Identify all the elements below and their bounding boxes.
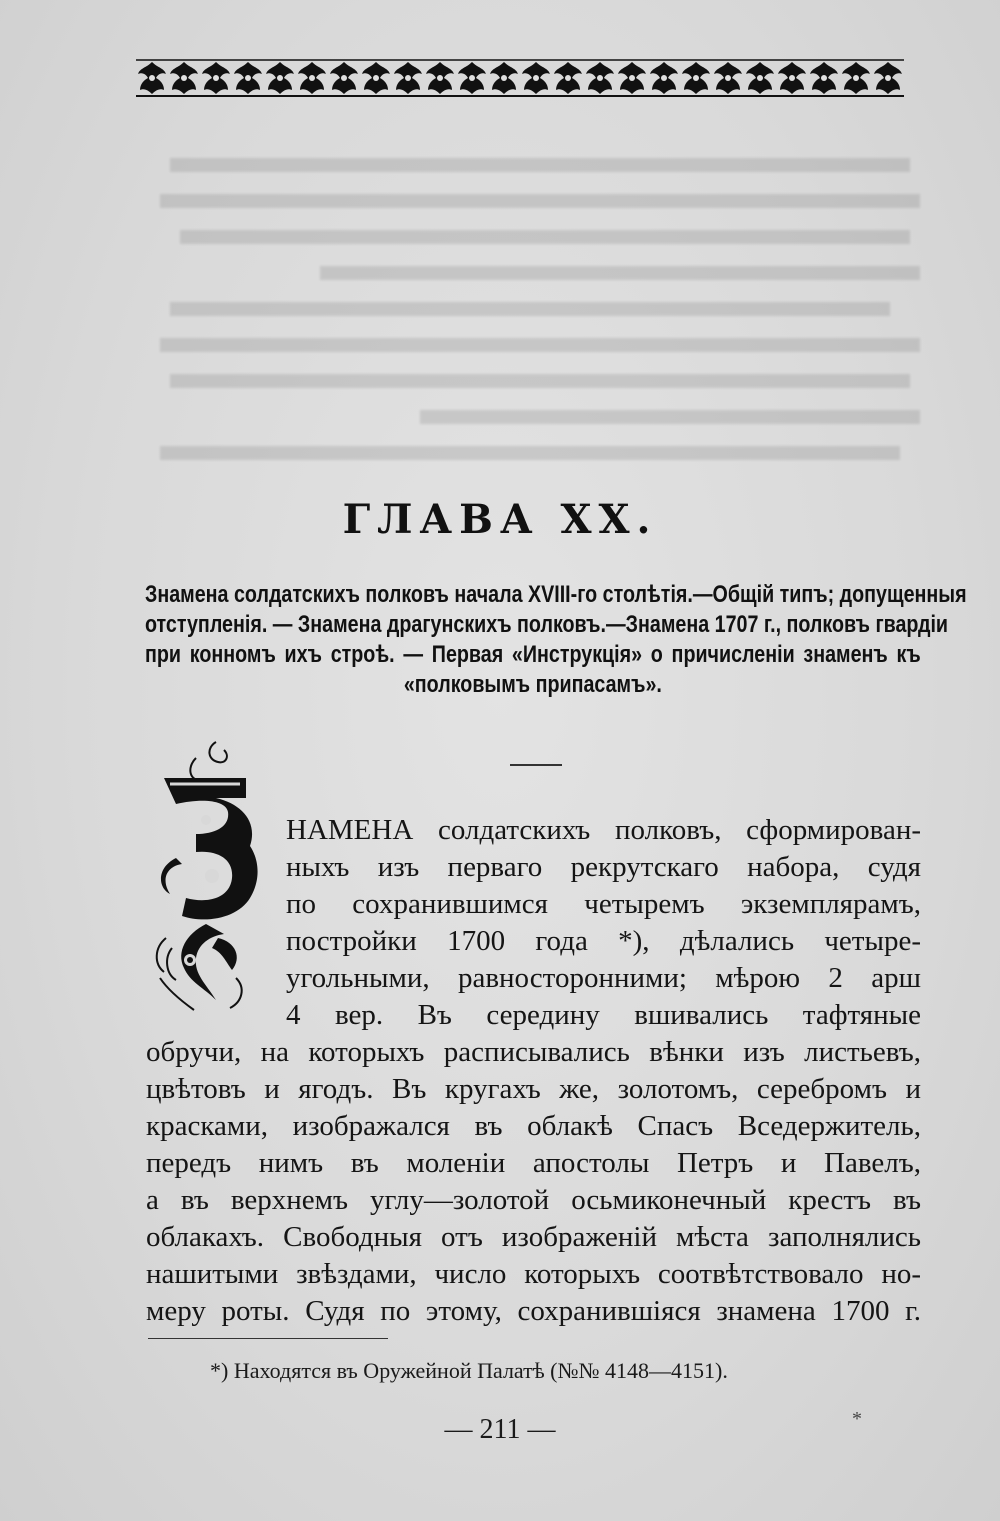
chapter-title: ГЛАВА XX.	[342, 496, 658, 543]
section-divider	[510, 764, 562, 766]
drop-cap-initial	[146, 738, 286, 1016]
body-line: передъ нимъ въ моленіи апостолы Петръ и Павелъ,	[146, 1147, 921, 1179]
body-line: красками, изображался въ облакѣ Спасъ Вседержитель,	[146, 1110, 921, 1142]
body-line: угольными, равносторонними; мѣрою 2 арш	[286, 962, 921, 994]
header-ornament	[136, 58, 904, 98]
body-line: цвѣтовъ и ягодъ. Въ кругахъ же, золотомъ, серебромъ и	[146, 1073, 921, 1105]
signature-mark: *	[852, 1408, 862, 1430]
body-line: постройки 1700 года *), дѣлались четыре-	[286, 925, 921, 957]
show-through-texture	[140, 140, 920, 470]
body-line: 4 вер. Въ середину вшивались тафтяные	[286, 999, 921, 1031]
summary-line: отступленія. — Знамена драгунскихъ полковъ.—Знамена 1707 г., полковъ гвардіи	[145, 611, 949, 638]
body-line: нашитыми звѣздами, число которыхъ соотвѣтствовало но-	[146, 1258, 921, 1290]
footnote-rule	[148, 1338, 388, 1339]
chapter-summary	[145, 580, 967, 700]
body-line: меру роты. Судя по этому, сохранившіяся знамена 1700 г.	[146, 1295, 921, 1327]
body-line: обручи, на которыхъ расписывались вѣнки изъ листьевъ,	[146, 1036, 921, 1068]
summary-line: «полковымъ припасамъ».	[403, 671, 662, 698]
body-line: облакахъ. Свободныя отъ изображеній мѣста заполнялись	[146, 1221, 921, 1253]
summary-line: Знамена солдатскихъ полковъ начала XVIII-го столѣтія.—Общій типъ; допущенныя	[145, 581, 967, 608]
body-line: ныхъ изъ перваго рекрутскаго набора, судя	[286, 851, 921, 883]
page-number: — 211 —	[444, 1414, 556, 1445]
body-line: а въ верхнемъ углу—золотой осьмиконечный крестъ въ	[146, 1184, 921, 1216]
show-through-lines	[140, 140, 920, 470]
body-line: по сохранившимся четыремъ экземплярамъ,	[286, 888, 921, 920]
body-paragraph-indented	[286, 812, 921, 1034]
body-line: НАМЕНА солдатскихъ полковъ, сформирован-	[286, 814, 921, 846]
body-paragraph-full	[146, 1034, 921, 1330]
summary-line: при конномъ ихъ строѣ. — Первая «Инструкція» о причисленіи знаменъ къ	[145, 641, 921, 668]
footnote: *) Находятся въ Оружейной Палатѣ (№№ 4148—4151).	[210, 1358, 728, 1383]
